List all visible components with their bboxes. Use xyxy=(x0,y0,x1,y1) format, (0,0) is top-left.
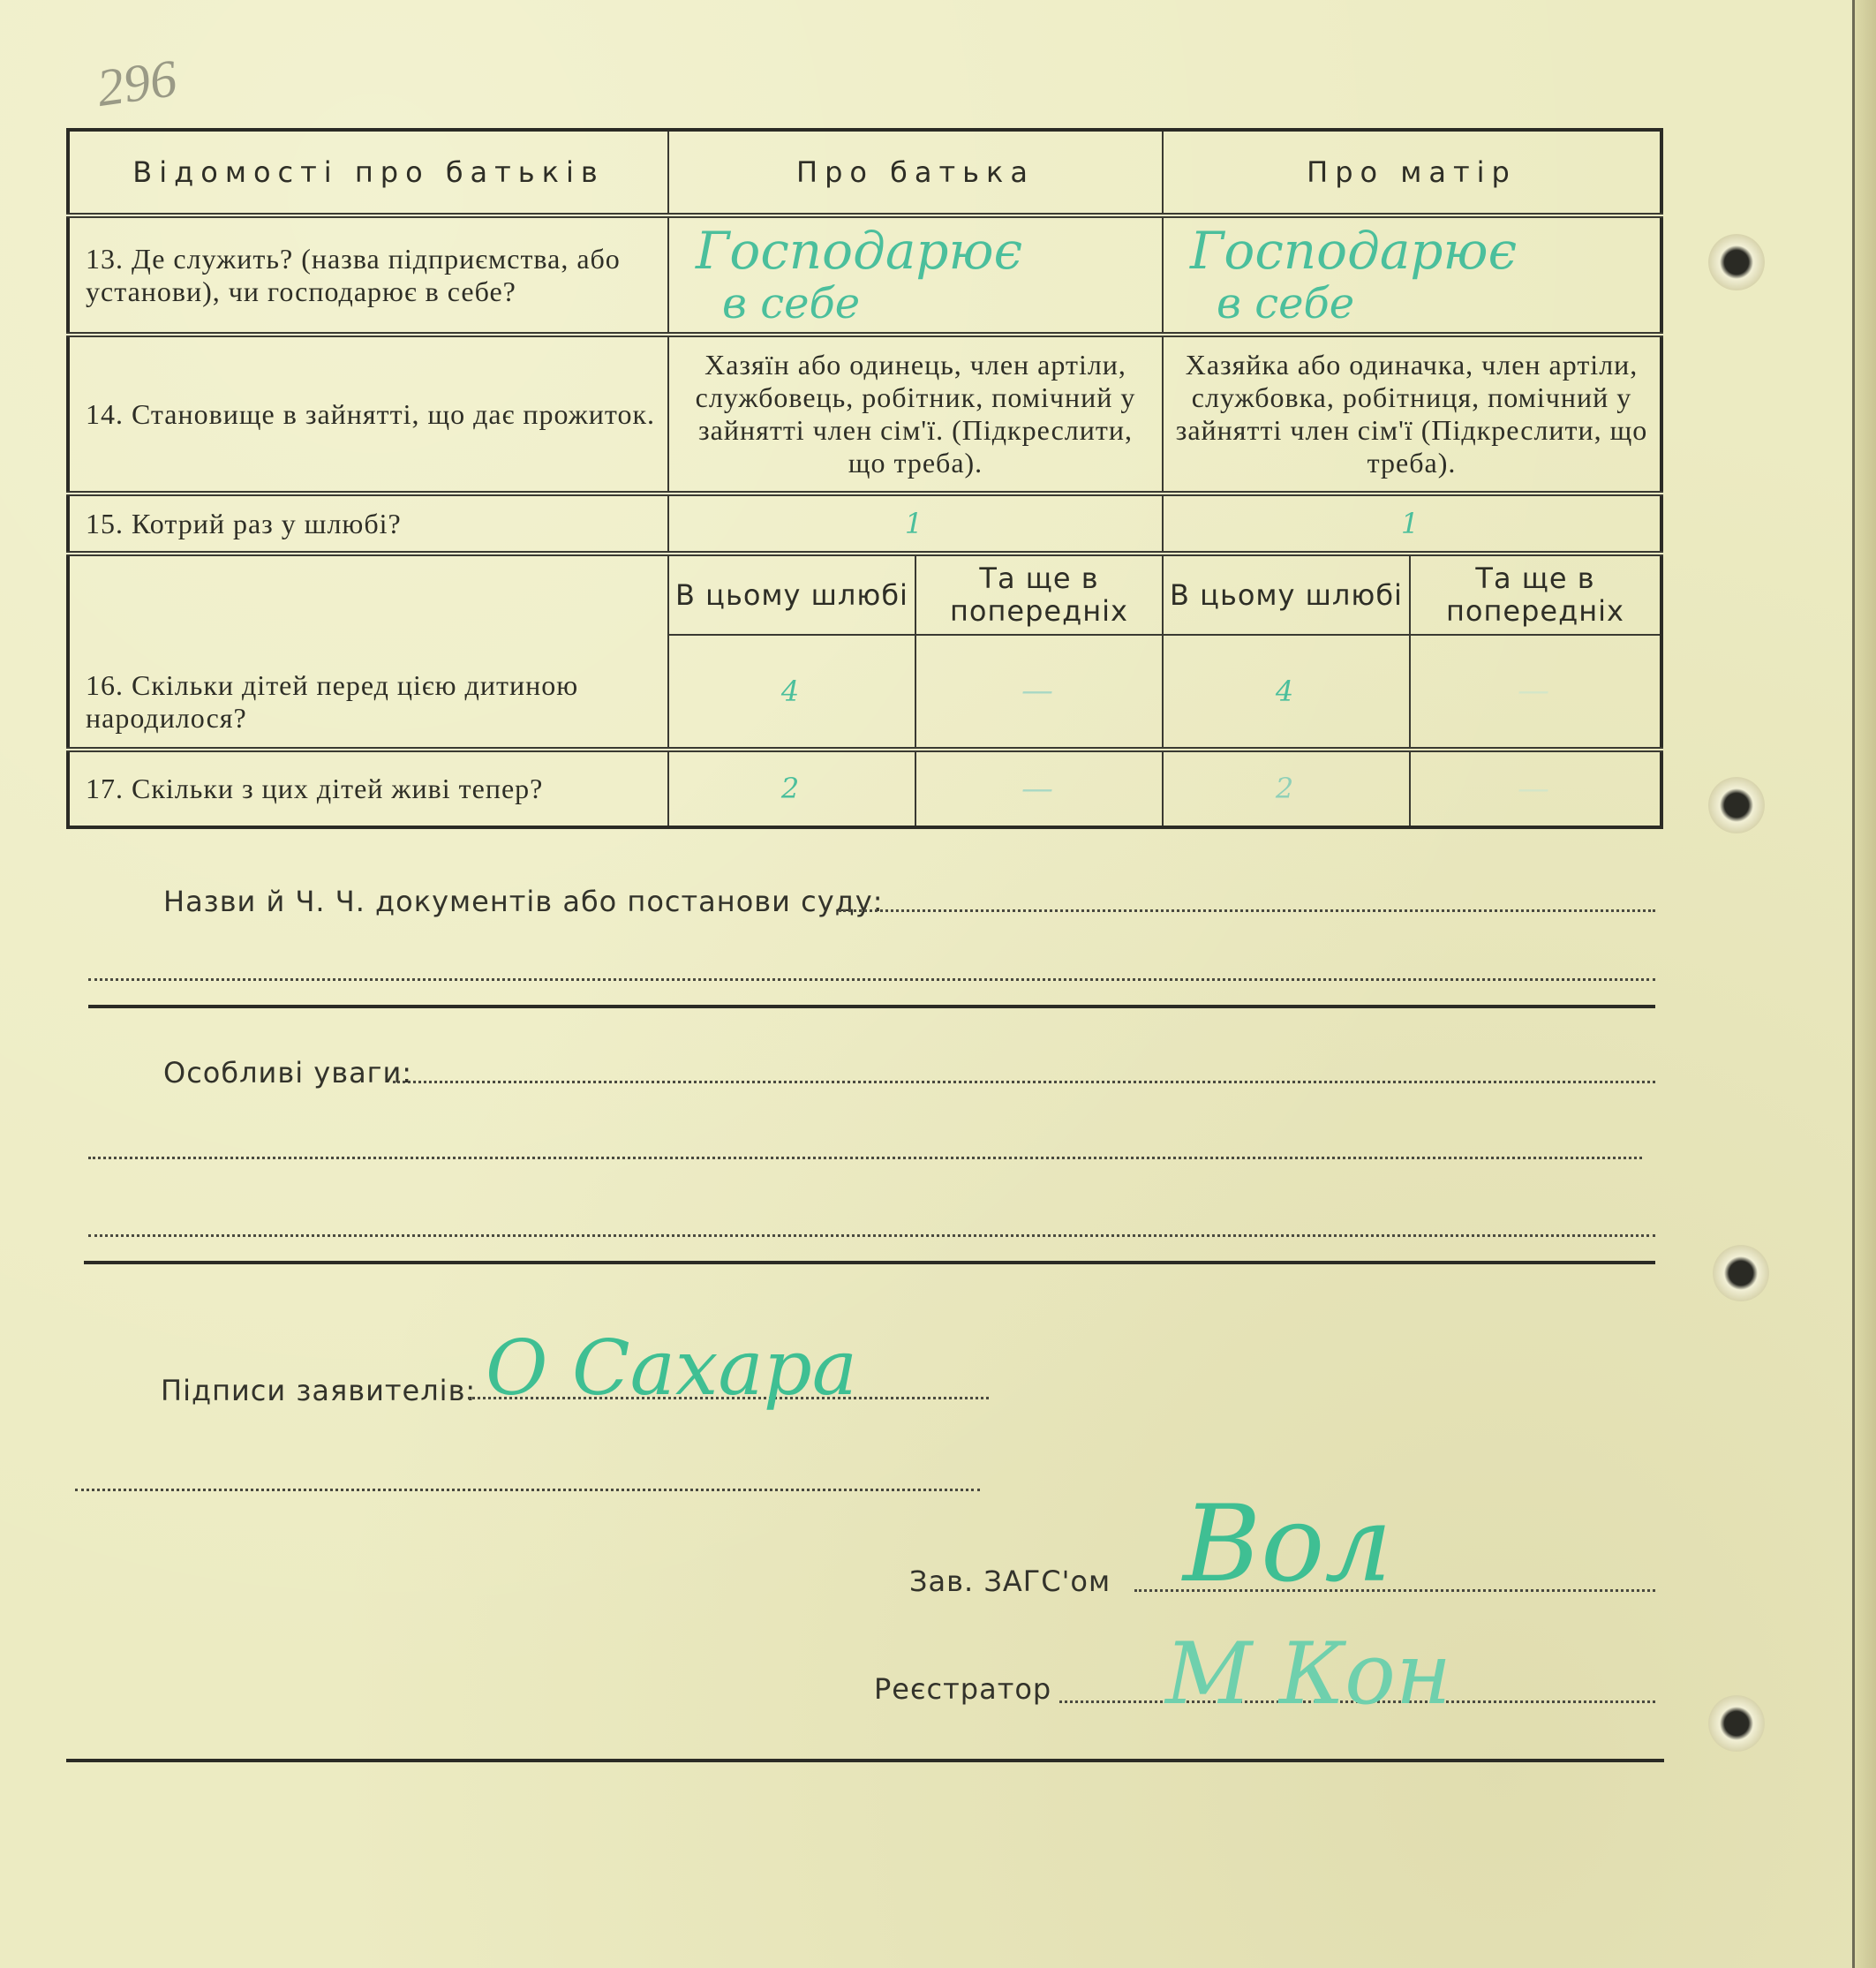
q13-mother-line2: в себе xyxy=(1217,279,1355,329)
documents-label: Назви й Ч. Ч. документів або постанови суду: xyxy=(163,885,884,918)
remarks-divider xyxy=(84,1261,1655,1264)
documents-divider xyxy=(88,1005,1655,1008)
q16-father-this-header: В цьому шлюбі xyxy=(668,554,915,635)
q14-father-options: Хазяїн або одинець, член артіли, службовець, робітник, помічний у зайнятті член сім'ї. (Підкреслити, що треба). xyxy=(668,335,1163,494)
binding-hole xyxy=(1708,1695,1765,1752)
registrar-signature: М Кон xyxy=(1165,1625,1452,1723)
remarks-line-1 xyxy=(393,1081,1655,1083)
head-registry-signature: Вол xyxy=(1183,1483,1392,1606)
q17-father-this: 2 xyxy=(668,750,915,827)
row-q14 xyxy=(68,335,1661,494)
applicants-signature: О Сахара xyxy=(486,1324,858,1413)
q13-father-answer xyxy=(668,215,1163,335)
q13-mother-line1: Господарює xyxy=(1190,220,1518,281)
q15-label: 15. Котрий раз у шлюбі? xyxy=(68,494,668,554)
q13-mother-answer xyxy=(1163,215,1661,335)
remarks-line-2 xyxy=(88,1157,1642,1159)
q17-father-prev: — xyxy=(915,750,1163,827)
q15-mother-value: 1 xyxy=(1163,494,1661,554)
table-header-row xyxy=(68,130,1661,215)
binding-hole xyxy=(1708,234,1765,290)
q13-father-line2: в себе xyxy=(722,279,861,329)
header-father: Про батька xyxy=(668,130,1163,215)
registrar-label: Реєстратор xyxy=(874,1672,1052,1706)
q13-father-line1: Господарює xyxy=(696,220,1023,281)
archive-mark: 296 xyxy=(93,49,181,117)
q16-father-this: 4 xyxy=(668,635,915,750)
head-registry-label: Зав. ЗАГС'ом xyxy=(909,1565,1111,1598)
remarks-label: Особливі уваги: xyxy=(163,1056,413,1090)
page-edge xyxy=(1852,0,1876,1968)
q16-mother-prev: — xyxy=(1410,635,1661,750)
binding-hole xyxy=(1713,1245,1769,1301)
q16-mother-prev-header: Та ще в попередніх xyxy=(1410,554,1661,635)
q14-mother-options: Хазяйка або одиначка, член артіли, службовка, робітниця, помічний у зайнятті член сім'ї (Підкреслити, що треба). xyxy=(1163,335,1661,494)
q16-mother-this: 4 xyxy=(1163,635,1410,750)
documents-line-1 xyxy=(839,909,1655,912)
q17-mother-this: 2 xyxy=(1163,750,1410,827)
applicants-signature-label: Підписи заявителів: xyxy=(161,1374,477,1407)
q16-father-prev: — xyxy=(915,635,1163,750)
binding-hole xyxy=(1708,777,1765,833)
row-q13 xyxy=(68,215,1661,335)
row-q16-subheader xyxy=(68,554,1661,635)
q14-label: 14. Становище в зайнятті, що дає прожиток. xyxy=(68,335,668,494)
applicants-signature-line-2 xyxy=(75,1489,980,1491)
q17-label: 17. Скільки з цих дітей живі тепер? xyxy=(68,750,668,827)
row-q15 xyxy=(68,494,1661,554)
header-parents-info: Відомості про батьків xyxy=(68,130,668,215)
q13-label: 13. Де служить? (назва підприємства, або установи), чи господарює в себе? xyxy=(68,215,668,335)
q15-father-value: 1 xyxy=(668,494,1163,554)
q16-mother-this-header: В цьому шлюбі xyxy=(1163,554,1410,635)
row-q17 xyxy=(68,750,1661,827)
bottom-divider xyxy=(66,1759,1664,1762)
q17-mother-prev: — xyxy=(1410,750,1661,827)
remarks-line-3 xyxy=(88,1234,1655,1237)
q16-father-prev-header: Та ще в попередніх xyxy=(915,554,1163,635)
q16-label: 16. Скільки дітей перед цією дитиною народилося? xyxy=(68,554,668,750)
documents-line-2 xyxy=(88,978,1655,981)
header-mother: Про матір xyxy=(1163,130,1661,215)
parents-info-table xyxy=(66,128,1663,829)
